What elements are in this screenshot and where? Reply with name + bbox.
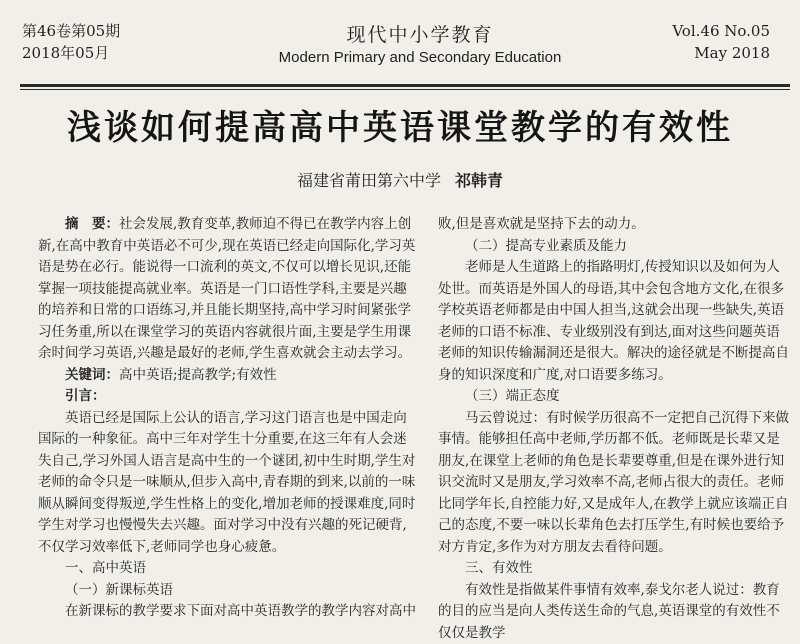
intro-paragraph: 英语已经是国际上公认的语言,学习这门语言也是中国走向国际的一种象征。高中三年对学生十分重要,在这三年有人会迷失自己,学习外国人语言是高中生的一个谜团,初中生时期,学生对老师的命令只是一味顺从,但步入高中,青春期的到来,以前的一味顺从瞬间变得叛逆,学生性格上的变化,增加老师的授课难度,同时学生对学习也慢慢失去兴趣。面对学习中没有兴趣的死记硬背,不仅学习效率低下,老师同学也身心疲惫。: [38, 408, 420, 559]
subsection-heading-3: （三）端正态度: [438, 386, 790, 408]
keywords: [38, 365, 420, 387]
subsection-heading-2: （二）提高专业素质及能力: [438, 236, 790, 258]
volume-en: Vol.46 No.05: [672, 20, 770, 42]
header-rule-thick: [20, 84, 790, 87]
keywords-text: 高中英语;提高教学;有效性: [119, 367, 277, 383]
continued-text: 败,但是喜欢就是坚持下去的动力。: [438, 214, 790, 236]
journal-name-cn: 现代中小学教育: [270, 20, 570, 47]
header-rule-thin: [20, 89, 790, 90]
left-column: [38, 214, 420, 621]
header-center: [270, 20, 570, 66]
abstract-label: 摘 要：: [65, 216, 119, 232]
journal-name-en: Modern Primary and Secondary Education: [270, 49, 570, 66]
article-title: 浅谈如何提高高中英语课堂教学的有效性: [0, 100, 800, 149]
section-heading-3: 三、有效性: [438, 558, 790, 580]
keywords-label: 关键词：: [65, 367, 119, 383]
paragraph-2: 老师是人生道路上的指路明灯,传授知识以及如何为人处世。而英语是外国人的母语,其中会包含地方文化,在很多学校英语老师都是由中国人担当,这就会出现一些缺失,英语老师的口语不标准、专业级别没有到达,面对这些问题英语老师的知识传输漏洞还是很大。解决的途径就是不断提高自身的知识深度和广度,对口语要多练习。: [438, 257, 790, 386]
right-column: [438, 214, 790, 644]
author-line: [0, 168, 800, 191]
subsection-heading-1: （一）新课标英语: [38, 580, 420, 602]
intro-label: 引言：: [38, 386, 420, 408]
author-name: 祁韩青: [455, 171, 503, 190]
header-right: [672, 20, 770, 64]
date-en: May 2018: [672, 42, 770, 64]
abstract: [38, 214, 420, 365]
abstract-text: 社会发展,教育变革,教师迫不得已在教学内容上创新,在高中教育中英语必不可少,现在英语已经走向国际化,学习英语是势在必行。能说得一口流利的英文,不仅可以增长见识,还能掌握一项技能提高就业率。英语是一门口语性学科,主要是兴趣的培养和日常的口语练习,并且能长期坚持,高中学习时间紧张学习任务重,所以在课堂学习的英语内容就很片面,主要是学生用课余时间学习英语,兴趣是最好的老师,学生喜欢就会主动去学习。: [38, 216, 415, 361]
date-cn: 2018年05月: [22, 42, 120, 64]
journal-header: [0, 0, 800, 88]
paragraph-3: 马云曾说过：有时候学历很高不一定把自己沉得下来做事情。能够担任高中老师,学历都不低。老师既是长辈又是朋友,在课堂上老师的角色是长辈要尊重,但是在课外进行知识交流时又是朋友,学习效率不高,老师占很大的责任。老师比同学年长,自控能力好,又是成年人,在教学上就应该端正自己的态度,不要一味以长辈角色去打压学生,有时候也要给予对方肯定,多作为对方朋友去看待问题。: [438, 408, 790, 559]
header-left: [22, 20, 120, 64]
volume-cn: 第46卷第05期: [22, 20, 120, 42]
section-heading-1: 一、高中英语: [38, 558, 420, 580]
paragraph-4: 有效性是指做某件事情有效率,泰戈尔老人说过：教育的目的应当是向人类传送生命的气息,英语课堂的有效性不仅仅是教学: [438, 580, 790, 644]
affiliation: 福建省莆田第六中学: [297, 171, 441, 190]
cut-off-line: 在新课标的教学要求下面对高中英语教学的教学内容对高中: [38, 601, 420, 621]
